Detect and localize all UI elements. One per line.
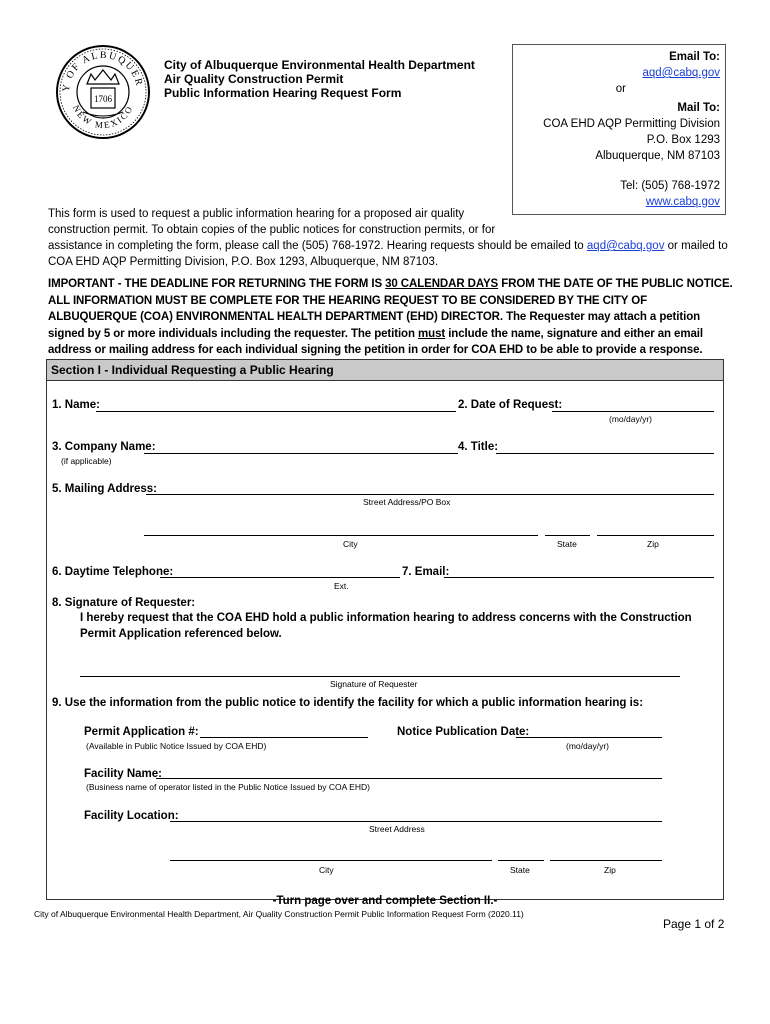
daytime-telephone-label: 6. Daytime Telephone:	[52, 566, 174, 578]
form-title: Public Information Hearing Request Form	[164, 86, 402, 100]
po-box-text: P.O. Box 1293	[646, 134, 720, 146]
svg-text:CITY OF ALBUQUERQUE: Y OF ALBUQUER	[60, 49, 145, 93]
street-address-field[interactable]	[146, 494, 714, 495]
intro-text-1: This form is used to request a public information hearing for a proposed air quality construction permit. To obtain copies of the public notices for construction permits, or for assistance in completing the form, please call the (505) 768-1972. Hearing requests should be emailed to	[48, 208, 587, 252]
signature-statement: I hereby request that the COA EHD hold a public information hearing to address concerns with the Construction Permit Application referenced below.	[80, 612, 692, 640]
facility-name-label: Facility Name:	[84, 768, 162, 780]
facility-street-field[interactable]	[170, 821, 662, 822]
company-name-label: 3. Company Name:	[52, 441, 156, 453]
svg-text:1706: 1706	[94, 94, 112, 104]
title-field[interactable]	[496, 453, 714, 454]
state-hint: State	[557, 539, 577, 549]
facility-zip-field[interactable]	[550, 860, 662, 861]
notice-date-hint: (mo/day/yr)	[566, 741, 609, 751]
header-block	[164, 58, 475, 100]
title-label: 4. Title:	[458, 441, 499, 453]
date-of-request-field[interactable]	[552, 411, 714, 412]
facility-city-field[interactable]	[170, 860, 492, 861]
intro-email-link[interactable]: aqd@cabq.gov	[586, 240, 665, 252]
page-number: Page 1 of 2	[663, 917, 725, 931]
date-hint: (mo/day/yr)	[609, 414, 652, 424]
website-link[interactable]: www.cabq.gov	[645, 196, 720, 208]
important-text-3: include the name, signature and either an email address or mailing address for each individual signing the petition in order for COA EHD to be able to provide a response.	[48, 327, 703, 356]
street-hint: Street Address/PO Box	[363, 497, 451, 507]
mail-to-label: Mail To:	[677, 102, 720, 114]
email-field[interactable]	[444, 577, 714, 578]
section1-header: Section I - Individual Requesting a Public Hearing	[46, 359, 724, 381]
facility-name-field[interactable]	[156, 778, 662, 779]
facility-zip-hint: Zip	[604, 865, 616, 875]
notice-publication-date-label: Notice Publication Date:	[397, 726, 530, 738]
email-to-label: Email To:	[669, 51, 720, 63]
permit-application-label: Permit Application #:	[84, 726, 199, 738]
city-text: Albuquerque, NM 87103	[595, 150, 720, 162]
facility-state-hint: State	[510, 865, 530, 875]
important-notice	[48, 276, 738, 359]
city-seal-logo	[55, 44, 151, 140]
notice-publication-date-field[interactable]	[516, 737, 662, 738]
name-field[interactable]	[96, 411, 456, 412]
turn-page-note: -Turn page over and complete Section II.-	[272, 895, 498, 907]
intro-text-2: or mailed to COA EHD AQP Permitting Division, P.O. Box 1293, Albuquerque, NM 87103.	[48, 240, 728, 268]
facility-state-field[interactable]	[498, 860, 544, 861]
state-field[interactable]	[545, 535, 590, 536]
permit-name: Air Quality Construction Permit	[164, 72, 344, 86]
ext-hint: Ext.	[334, 581, 349, 591]
tel-text: Tel: (505) 768-1972	[620, 180, 720, 192]
division-text: COA EHD AQP Permitting Division	[543, 118, 720, 130]
contact-box	[512, 44, 726, 215]
important-text-1: IMPORTANT - THE DEADLINE FOR RETURNING THE FORM IS	[48, 278, 386, 290]
email-label: 7. Email:	[402, 566, 450, 578]
facility-street-hint: Street Address	[369, 824, 425, 834]
signature-field[interactable]	[80, 676, 680, 677]
name-label: 1. Name:	[52, 399, 100, 411]
facility-name-hint: (Business name of operator listed in the Public Notice Issued by COA EHD)	[86, 782, 370, 792]
company-name-field[interactable]	[144, 453, 458, 454]
footer-note: City of Albuquerque Environmental Health Department, Air Quality Construction Permit Public Information Request Form (2020.11)	[34, 909, 524, 919]
date-of-request-label: 2. Date of Request:	[458, 399, 563, 411]
facility-location-label: Facility Location:	[84, 810, 179, 822]
must-text: must	[418, 327, 446, 340]
permit-hint: (Available in Public Notice Issued by COA EHD)	[86, 741, 267, 751]
zip-hint: Zip	[647, 539, 659, 549]
city-field[interactable]	[144, 535, 538, 536]
svg-text:NEW MEXICO: NEW MEXICO	[70, 103, 136, 131]
contact-email-link[interactable]: aqd@cabq.gov	[642, 67, 720, 79]
company-hint: (if applicable)	[61, 456, 112, 466]
org-name: City of Albuquerque Environmental Health Department	[164, 58, 475, 72]
facility-city-hint: City	[319, 865, 334, 875]
signature-hint: Signature of Requester	[330, 679, 418, 689]
or-label: or	[615, 83, 626, 95]
zip-field[interactable]	[597, 535, 714, 536]
permit-application-field[interactable]	[200, 737, 368, 738]
deadline-text: 30 CALENDAR DAYS	[385, 278, 499, 290]
intro-float-spacer	[510, 206, 738, 238]
signature-label: 8. Signature of Requester:	[52, 597, 196, 609]
city-hint: City	[343, 539, 358, 549]
mailing-address-label: 5. Mailing Address:	[52, 483, 158, 495]
daytime-telephone-field[interactable]	[160, 577, 400, 578]
intro-paragraph	[48, 206, 738, 270]
important-text-2: FROM THE DATE OF THE PUBLIC NOTICE. ALL INFORMATION MUST BE COMPLETE FOR THE HEARING REQUEST TO BE CONSIDERED BY THE CITY OF ALBUQUERQUE (COA) ENVIRONMENTAL HEALTH DEPARTMENT (EHD) DIRECTOR. The Requester may attach a petition signed by 5 or more individuals including the requester. The petition	[48, 278, 733, 340]
q9-label: 9. Use the information from the public notice to identify the facility for which a public information hearing is:	[52, 697, 644, 709]
